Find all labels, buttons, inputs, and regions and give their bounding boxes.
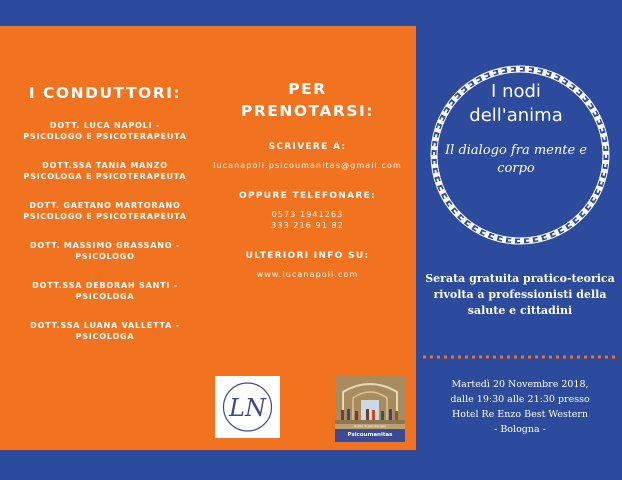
description-line: Serata gratuita pratico-teorica	[425, 272, 615, 285]
ln-logo	[215, 376, 280, 438]
conductor-item	[0, 240, 210, 262]
conductor-name: DOTT.SSA TANIA MANZO	[42, 161, 168, 170]
conductors-column	[0, 84, 210, 360]
phone-number[interactable]: 0573 1941263	[271, 210, 344, 219]
conductor-name: DOTT. MASSIMO GRASSANO -	[29, 241, 181, 250]
event-time: dalle 19:30 alle 21:30 presso	[450, 394, 590, 405]
event-subtitle-line2: corpo	[497, 161, 535, 176]
phone-numbers	[210, 209, 405, 231]
phone-section	[210, 191, 405, 231]
description-line: rivolta a professionisti della	[433, 288, 607, 301]
psicoumanitas-name: Psicoumanitas	[335, 429, 405, 442]
booking-heading-line1: PER	[288, 80, 327, 98]
conductor-item	[0, 160, 210, 182]
conductor-item	[0, 280, 210, 302]
booking-column	[210, 78, 405, 300]
info-label: ULTERIORI INFO SU:	[245, 251, 370, 261]
conductor-role: PSICOLOGA E PSICOTERAPEUTA	[23, 172, 187, 181]
conductor-role: PSICOLOGO E PSICOTERAPEUTA	[23, 212, 187, 221]
psicoumanitas-logo	[335, 376, 405, 442]
booking-heading	[210, 78, 405, 122]
email-link[interactable]: lucanapoli.psicoumanitas@gmail.com	[213, 161, 402, 170]
conductor-name: DOTT.SSA LUANA VALLETTA -	[30, 321, 180, 330]
conductor-name: DOTT.SSA DEBORAH SANTI -	[32, 281, 178, 290]
psicoumanitas-tagline: studio di psicoterapia	[353, 424, 387, 428]
conductors-heading: I CONDUTTORI:	[28, 84, 182, 102]
event-date: Martedì 20 Novembre 2018,	[451, 379, 589, 390]
event-city: - Bologna -	[494, 424, 546, 435]
ln-logo-icon	[215, 376, 280, 438]
event-subtitle	[436, 142, 596, 178]
conductor-name: DOTT. GAETANO MARTORANO	[29, 201, 181, 210]
write-label: SCRIVERE A:	[268, 142, 347, 152]
event-title-line1: I nodi	[491, 81, 541, 102]
conductor-role: PSICOLOGO E PSICOTERAPEUTA	[23, 132, 187, 141]
dotted-divider	[422, 355, 618, 359]
info-section	[210, 251, 405, 280]
conductor-item	[0, 120, 210, 142]
conductor-role: PSICOLOGA	[75, 332, 135, 341]
booking-heading-line2: PRENOTARSI:	[241, 102, 374, 120]
conductor-name: DOTT. LUCA NAPOLI -	[49, 121, 161, 130]
event-title-line2: dell'anima	[469, 105, 563, 126]
event-title	[436, 80, 596, 128]
event-details	[420, 377, 620, 437]
website-link[interactable]: www.lucanapoli.com	[256, 270, 359, 279]
event-venue: Hotel Re Enzo Best Western	[452, 409, 588, 420]
phone-label: OPPURE TELEFONARE:	[239, 191, 376, 201]
event-title-block	[436, 80, 596, 178]
phone-number[interactable]: 333 216 91 82	[271, 221, 344, 230]
conductor-role: PSICOLOGA	[75, 292, 135, 301]
event-subtitle-line1: Il dialogo fra mente e	[445, 143, 587, 158]
event-description	[420, 271, 620, 319]
conductor-item	[0, 200, 210, 222]
painting-image-icon	[335, 376, 405, 424]
ln-logo-letters: LN	[229, 394, 266, 422]
conductor-role: PSICOLOGO	[75, 252, 135, 261]
conductor-item	[0, 320, 210, 342]
description-line: salute e cittadini	[467, 304, 573, 317]
write-section	[210, 142, 405, 171]
